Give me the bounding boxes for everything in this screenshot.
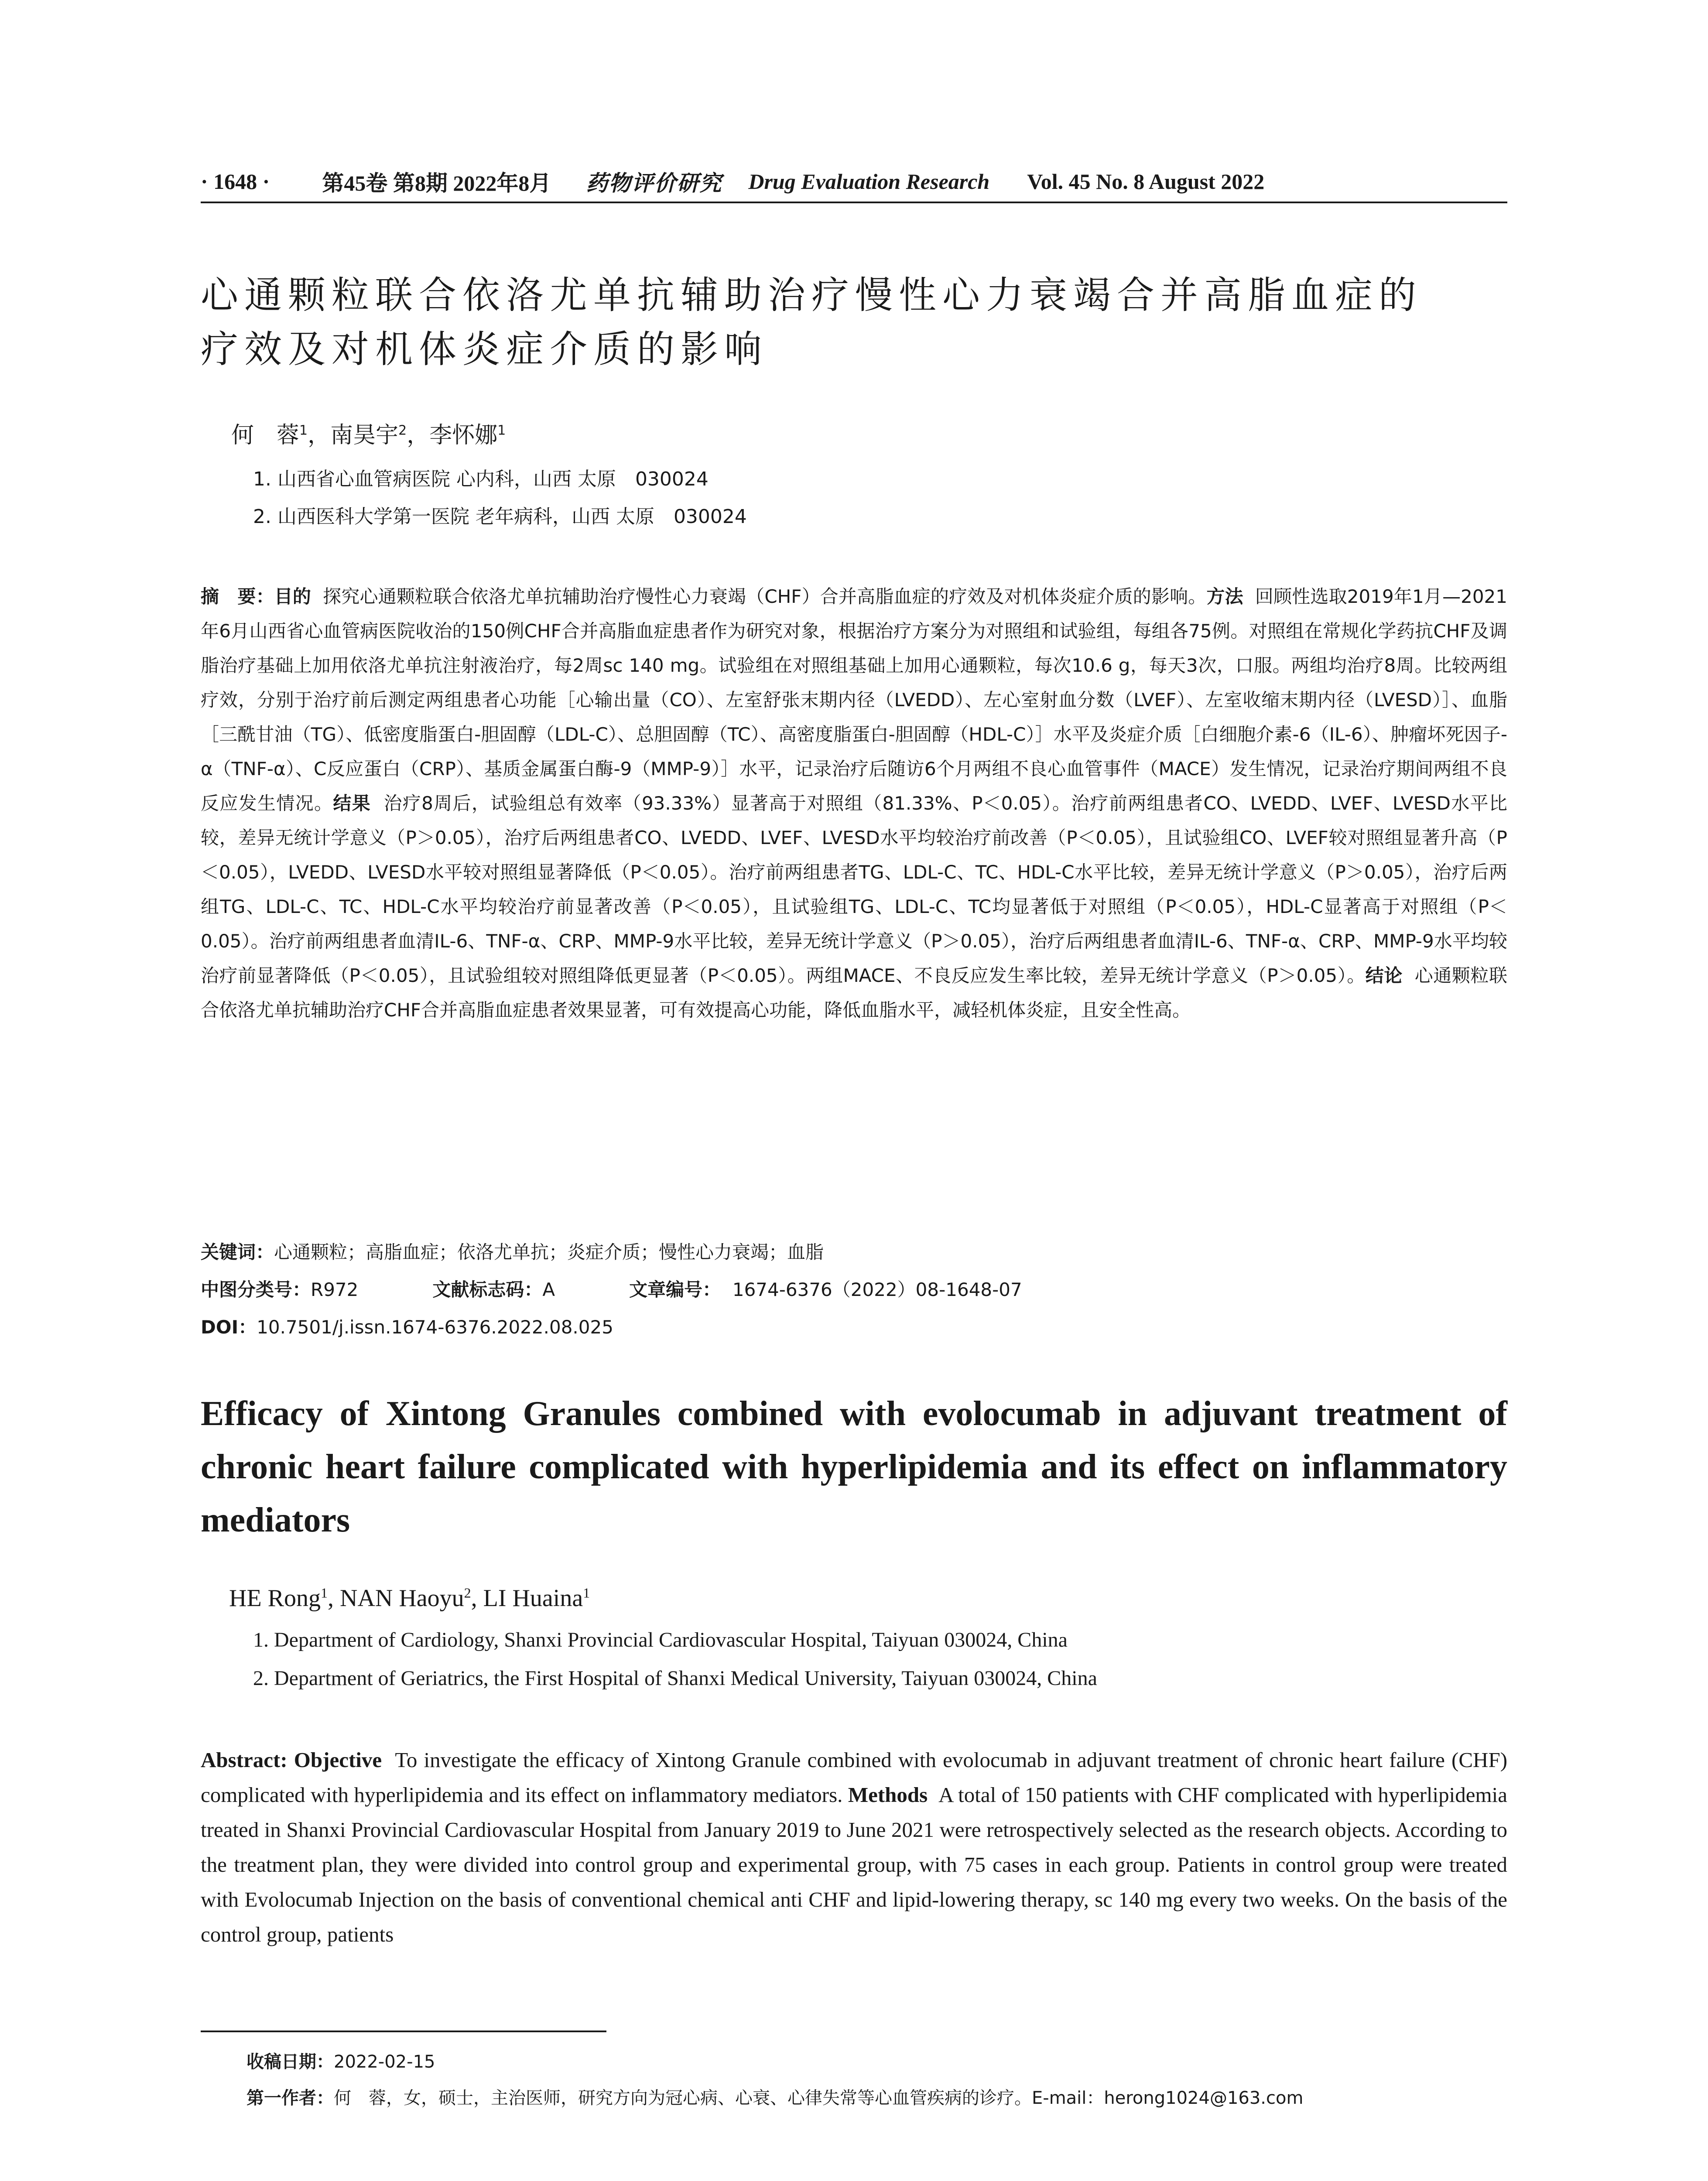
en-objective-text: To investigate the efficacy of Xintong Granule combined with evolocumab in adjuvant treatment of chronic heart failure (CHF) complicated with hyperlipidemia and its effect on inflammatory mediators. — [201, 1748, 1508, 1807]
article-number-label: 文章编号： — [629, 1279, 721, 1300]
keywords-text: 心通颗粒；高脂血症；依洛尤单抗；炎症介质；慢性心力衰竭；血脂 — [274, 1241, 824, 1263]
author-separator: ， — [308, 422, 331, 448]
en-methods-text: A total of 150 patients with CHF complicated with hyperlipidemia treated in Shanxi Provincial Cardiovascular Hospital from January 2019 to June 2021 were retrospectively selected as the research objects. According to the treatment plan, they were divided into control group and experimental group, with 75 cases in each group. Patients in control group were treated with Evolocumab Injection on the basis of conventional chemical anti CHF and lipid-lowering therapy, sc 140 mg every two weeks. On the basis of the control group, patients — [201, 1783, 1507, 1946]
classification-line — [201, 1275, 1022, 1302]
affil-marker: 1 — [583, 1585, 590, 1601]
affil-marker: 1 — [497, 423, 506, 438]
page-number: · 1648 · — [201, 169, 270, 194]
first-author-note — [246, 2084, 1303, 2109]
author-separator: ， — [407, 422, 430, 448]
running-header — [201, 165, 1507, 198]
cn-article-title — [201, 268, 1509, 376]
doi-value: 10.7501/j.issn.1674-6376.2022.08.025 — [257, 1316, 613, 1338]
footnote-divider — [201, 2031, 606, 2032]
first-author-value: 何 蓉，女，硕士，主治医师，研究方向为冠心病、心衰、心律失常等心血管疾病的诊疗。E-mail：herong1024@163.com — [334, 2088, 1304, 2108]
cn-affiliation-1: 1. 山西省心血管病医院 心内科，山西 太原 030024 — [253, 468, 709, 490]
en-abstract — [201, 1743, 1507, 1952]
author-name: NAN Haoyu — [340, 1585, 464, 1612]
keywords-label: 关键词： — [201, 1241, 274, 1263]
author-name: 南昊宇 — [330, 422, 399, 448]
cn-title-line-1: 心通颗粒联合依洛尤单抗辅助治疗慢性心力衰竭合并高脂血症的 — [201, 273, 1422, 317]
cn-author-list — [231, 417, 506, 449]
author-name: HE Rong — [229, 1585, 321, 1612]
clc-label: 中图分类号： — [201, 1279, 311, 1300]
en-methods-label: Methods — [848, 1783, 928, 1807]
cn-objective-text: 探究心通颗粒联合依洛尤单抗辅助治疗慢性心力衰竭（CHF）合并高脂血症的疗效及对机体炎症介质的影响。 — [323, 586, 1207, 607]
received-value: 2022-02-15 — [334, 2052, 435, 2072]
cn-abstract-label: 摘 要： — [201, 586, 274, 607]
affil-marker: 2 — [398, 423, 407, 438]
en-article-title: Efficacy of Xintong Granules combined with evolocumab in adjuvant treatment of chronic heart failure complicated with hyperlipidemia and its effect on inflammatory mediators — [201, 1395, 1507, 1539]
cn-methods-label: 方法 — [1206, 586, 1243, 607]
first-author-label: 第一作者： — [246, 2088, 334, 2108]
cn-issue-info: 第45卷 第8期 2022年8月 — [322, 171, 551, 195]
cn-conclusion-text: 心通颗粒联合依洛尤单抗辅助治疗CHF合并高脂血症患者效果显著，可有效提高心功能，降低血脂水平，减轻机体炎症，且安全性高。 — [201, 965, 1507, 1021]
header-divider — [201, 202, 1507, 203]
author-separator: , — [471, 1585, 483, 1612]
doc-code-label: 文献标志码： — [432, 1279, 543, 1300]
cn-objective-label: 目的 — [274, 586, 311, 607]
en-affiliation-1: 1. Department of Cardiology, Shanxi Provincial Cardiovascular Hospital, Taiyuan 030024, China — [253, 1628, 1068, 1651]
clc-value: R972 — [311, 1279, 359, 1300]
doc-code-value: A — [542, 1279, 555, 1300]
en-abstract-label: Abstract: — [201, 1748, 288, 1772]
doi-label: DOI： — [201, 1316, 257, 1338]
received-label: 收稿日期： — [246, 2052, 334, 2072]
author-separator: , — [328, 1585, 340, 1612]
affil-marker: 1 — [321, 1585, 328, 1601]
en-author-list — [229, 1584, 590, 1612]
author-name: 何 蓉 — [231, 422, 300, 448]
affil-marker: 2 — [464, 1585, 471, 1601]
cn-results-label: 结果 — [333, 793, 371, 814]
en-objective-label: Objective — [294, 1748, 382, 1772]
author-name: LI Huaina — [483, 1585, 583, 1612]
cn-results-text: 治疗8周后，试验组总有效率（93.33%）显著高于对照组（81.33%、P＜0.05）。治疗前两组患者CO、LVEDD、LVEF、LVESD水平比较，差异无统计学意义（P＞0.05），治疗后两组患者CO、LVEDD、LVEF、LVESD水平均较治疗前改善（P＜0.05），且试验组CO、LVEF较对照组显著升高（P＜0.05），LVEDD、LVESD水平较对照组显著降低（P＜0.05）。治疗前两组患者TG、LDL-C、TC、HDL-C水平比较，差异无统计学意义（P＞0.05），治疗后两组TG、LDL-C、TC、HDL-C水平均较治疗前显著改善（P＜0.05），且试验组TG、LDL-C、TC均显著低于对照组（P＜0.05），HDL-C显著高于对照组（P＜0.05）。治疗前两组患者血清IL-6、TNF-α、CRP、MMP-9水平比较，差异无统计学意义（P＞0.05），治疗后两组患者血清IL-6、TNF-α、CRP、MMP-9水平均较治疗前显著降低（P＜0.05），且试验组较对照组降低更显著（P＜0.05）。两组MACE、不良反应发生率比较，差异无统计学意义（P＞0.05）。 — [201, 793, 1507, 986]
en-affiliation-2: 2. Department of Geriatrics, the First Hospital of Shanxi Medical University, Taiyuan 030024, China — [253, 1667, 1097, 1690]
volume-info: Vol. 45 No. 8 August 2022 — [1027, 169, 1265, 194]
cn-affiliation-2: 2. 山西医科大学第一医院 老年病科，山西 太原 030024 — [253, 506, 747, 528]
cn-conclusion-label: 结论 — [1365, 965, 1403, 986]
journal-name-en: Drug Evaluation Research — [748, 169, 990, 194]
journal-logo: 药物评价研究 — [586, 170, 722, 196]
cn-keywords — [201, 1238, 824, 1264]
cn-abstract — [201, 579, 1507, 1027]
received-date-note — [246, 2048, 435, 2073]
cn-methods-text: 回顾性选取2019年1月—2021年6月山西省心血管病医院收治的150例CHF合并高脂血症患者作为研究对象，根据治疗方案分为对照组和试验组，每组各75例。对照组在常规化学药抗CHF及调脂治疗基础上加用依洛尤单抗注射液治疗，每2周sc 140 mg。试验组在对照组基础上加用心通颗粒，每次10.6 g，每天3次，口服。两组均治疗8周。比较两组疗效，分别于治疗前后测定两组患者心功能［心输出量（CO）、左室舒张末期内径（LVEDD）、左心室射血分数（LVEF）、左室收缩末期内径（LVESD）］、血脂［三酰甘油（TG）、低密度脂蛋白-胆固醇（LDL-C）、总胆固醇（TC）、高密度脂蛋白-胆固醇（HDL-C）］水平及炎症介质［白细胞介素-6（IL-6）、肿瘤坏死因子-α（TNF-α）、C反应蛋白（CRP）、基质金属蛋白酶-9（MMP-9）］水平，记录治疗后随访6个月两组不良心血管事件（MACE）发生情况，记录治疗期间两组不良反应发生情况。 — [201, 586, 1507, 814]
affil-marker: 1 — [299, 423, 308, 438]
cn-title-line-2: 疗效及对机体炎症介质的影响 — [201, 328, 768, 371]
article-number-value: 1674-6376（2022）08-1648-07 — [732, 1279, 1022, 1300]
author-name: 李怀娜 — [429, 422, 498, 448]
doi-line — [201, 1313, 613, 1339]
